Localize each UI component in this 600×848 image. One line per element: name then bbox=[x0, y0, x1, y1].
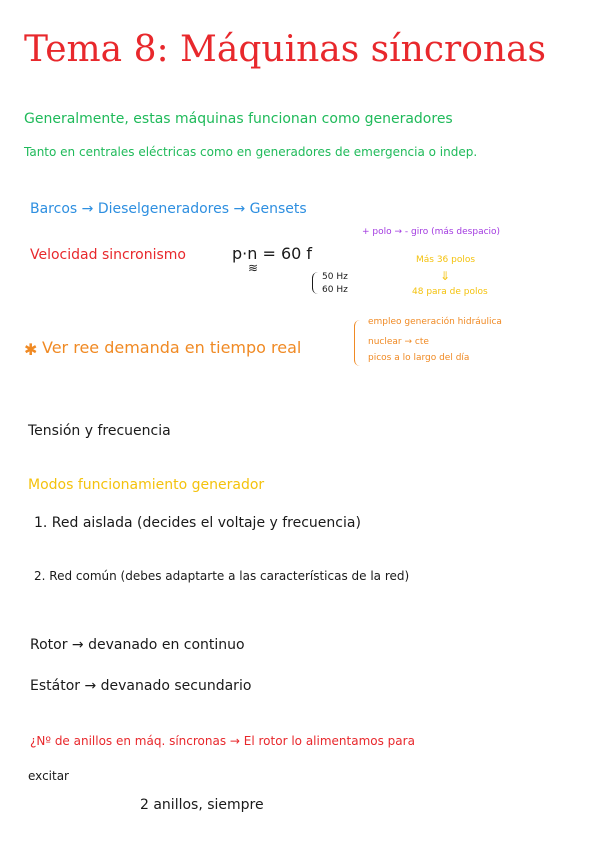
intro-line-1: Generalmente, estas máquinas funcionan como generadores bbox=[24, 111, 453, 127]
ree-brace bbox=[354, 320, 363, 366]
poles-arrow: ⇓ bbox=[440, 269, 451, 283]
modo-item-2: 2. Red común (debes adaptarte a las características de la red) bbox=[34, 569, 410, 583]
estator-line: Estátor → devanado secundario bbox=[30, 678, 252, 694]
sync-formula: p·n = 60 f bbox=[232, 244, 313, 263]
modo-item-1: 1. Red aislada (decides el voltaje y frecuencia) bbox=[34, 515, 361, 531]
poles-36: Más 36 polos bbox=[416, 255, 476, 265]
approx-symbol: ≋ bbox=[248, 261, 259, 275]
star-mark: ✱ bbox=[24, 340, 38, 359]
modos-heading: Modos funcionamiento generador bbox=[28, 477, 265, 493]
poles-note: + polo → - giro (más despacio) bbox=[362, 227, 501, 237]
page-title: Tema 8: Máquinas síncronas bbox=[24, 29, 547, 70]
ree-item-3: picos a lo largo del día bbox=[368, 353, 470, 363]
freq-60: 60 Hz bbox=[322, 285, 348, 295]
velocidad-label: Velocidad sincronismo bbox=[30, 247, 186, 263]
anillos-continuation: excitar bbox=[28, 769, 69, 783]
rotor-line: Rotor → devanado en continuo bbox=[30, 637, 245, 653]
barcos-line: Barcos → Dieselgeneradores → Gensets bbox=[30, 201, 307, 217]
poles-48: 48 para de polos bbox=[412, 287, 488, 297]
ree-label[interactable]: Ver ree demanda en tiempo real bbox=[42, 338, 302, 357]
anillos-answer: 2 anillos, siempre bbox=[140, 797, 264, 813]
anillos-question: ¿Nº de anillos en máq. síncronas → El rotor lo alimentamos para bbox=[30, 734, 415, 748]
ree-item-1: empleo generación hidráulica bbox=[368, 317, 502, 327]
intro-line-2: Tanto en centrales eléctricas como en generadores de emergencia o indep. bbox=[24, 145, 478, 159]
freq-brace bbox=[312, 272, 319, 294]
freq-50: 50 Hz bbox=[322, 272, 348, 282]
ree-item-2: nuclear → cte bbox=[368, 337, 429, 347]
tension-heading: Tensión y frecuencia bbox=[28, 423, 171, 439]
